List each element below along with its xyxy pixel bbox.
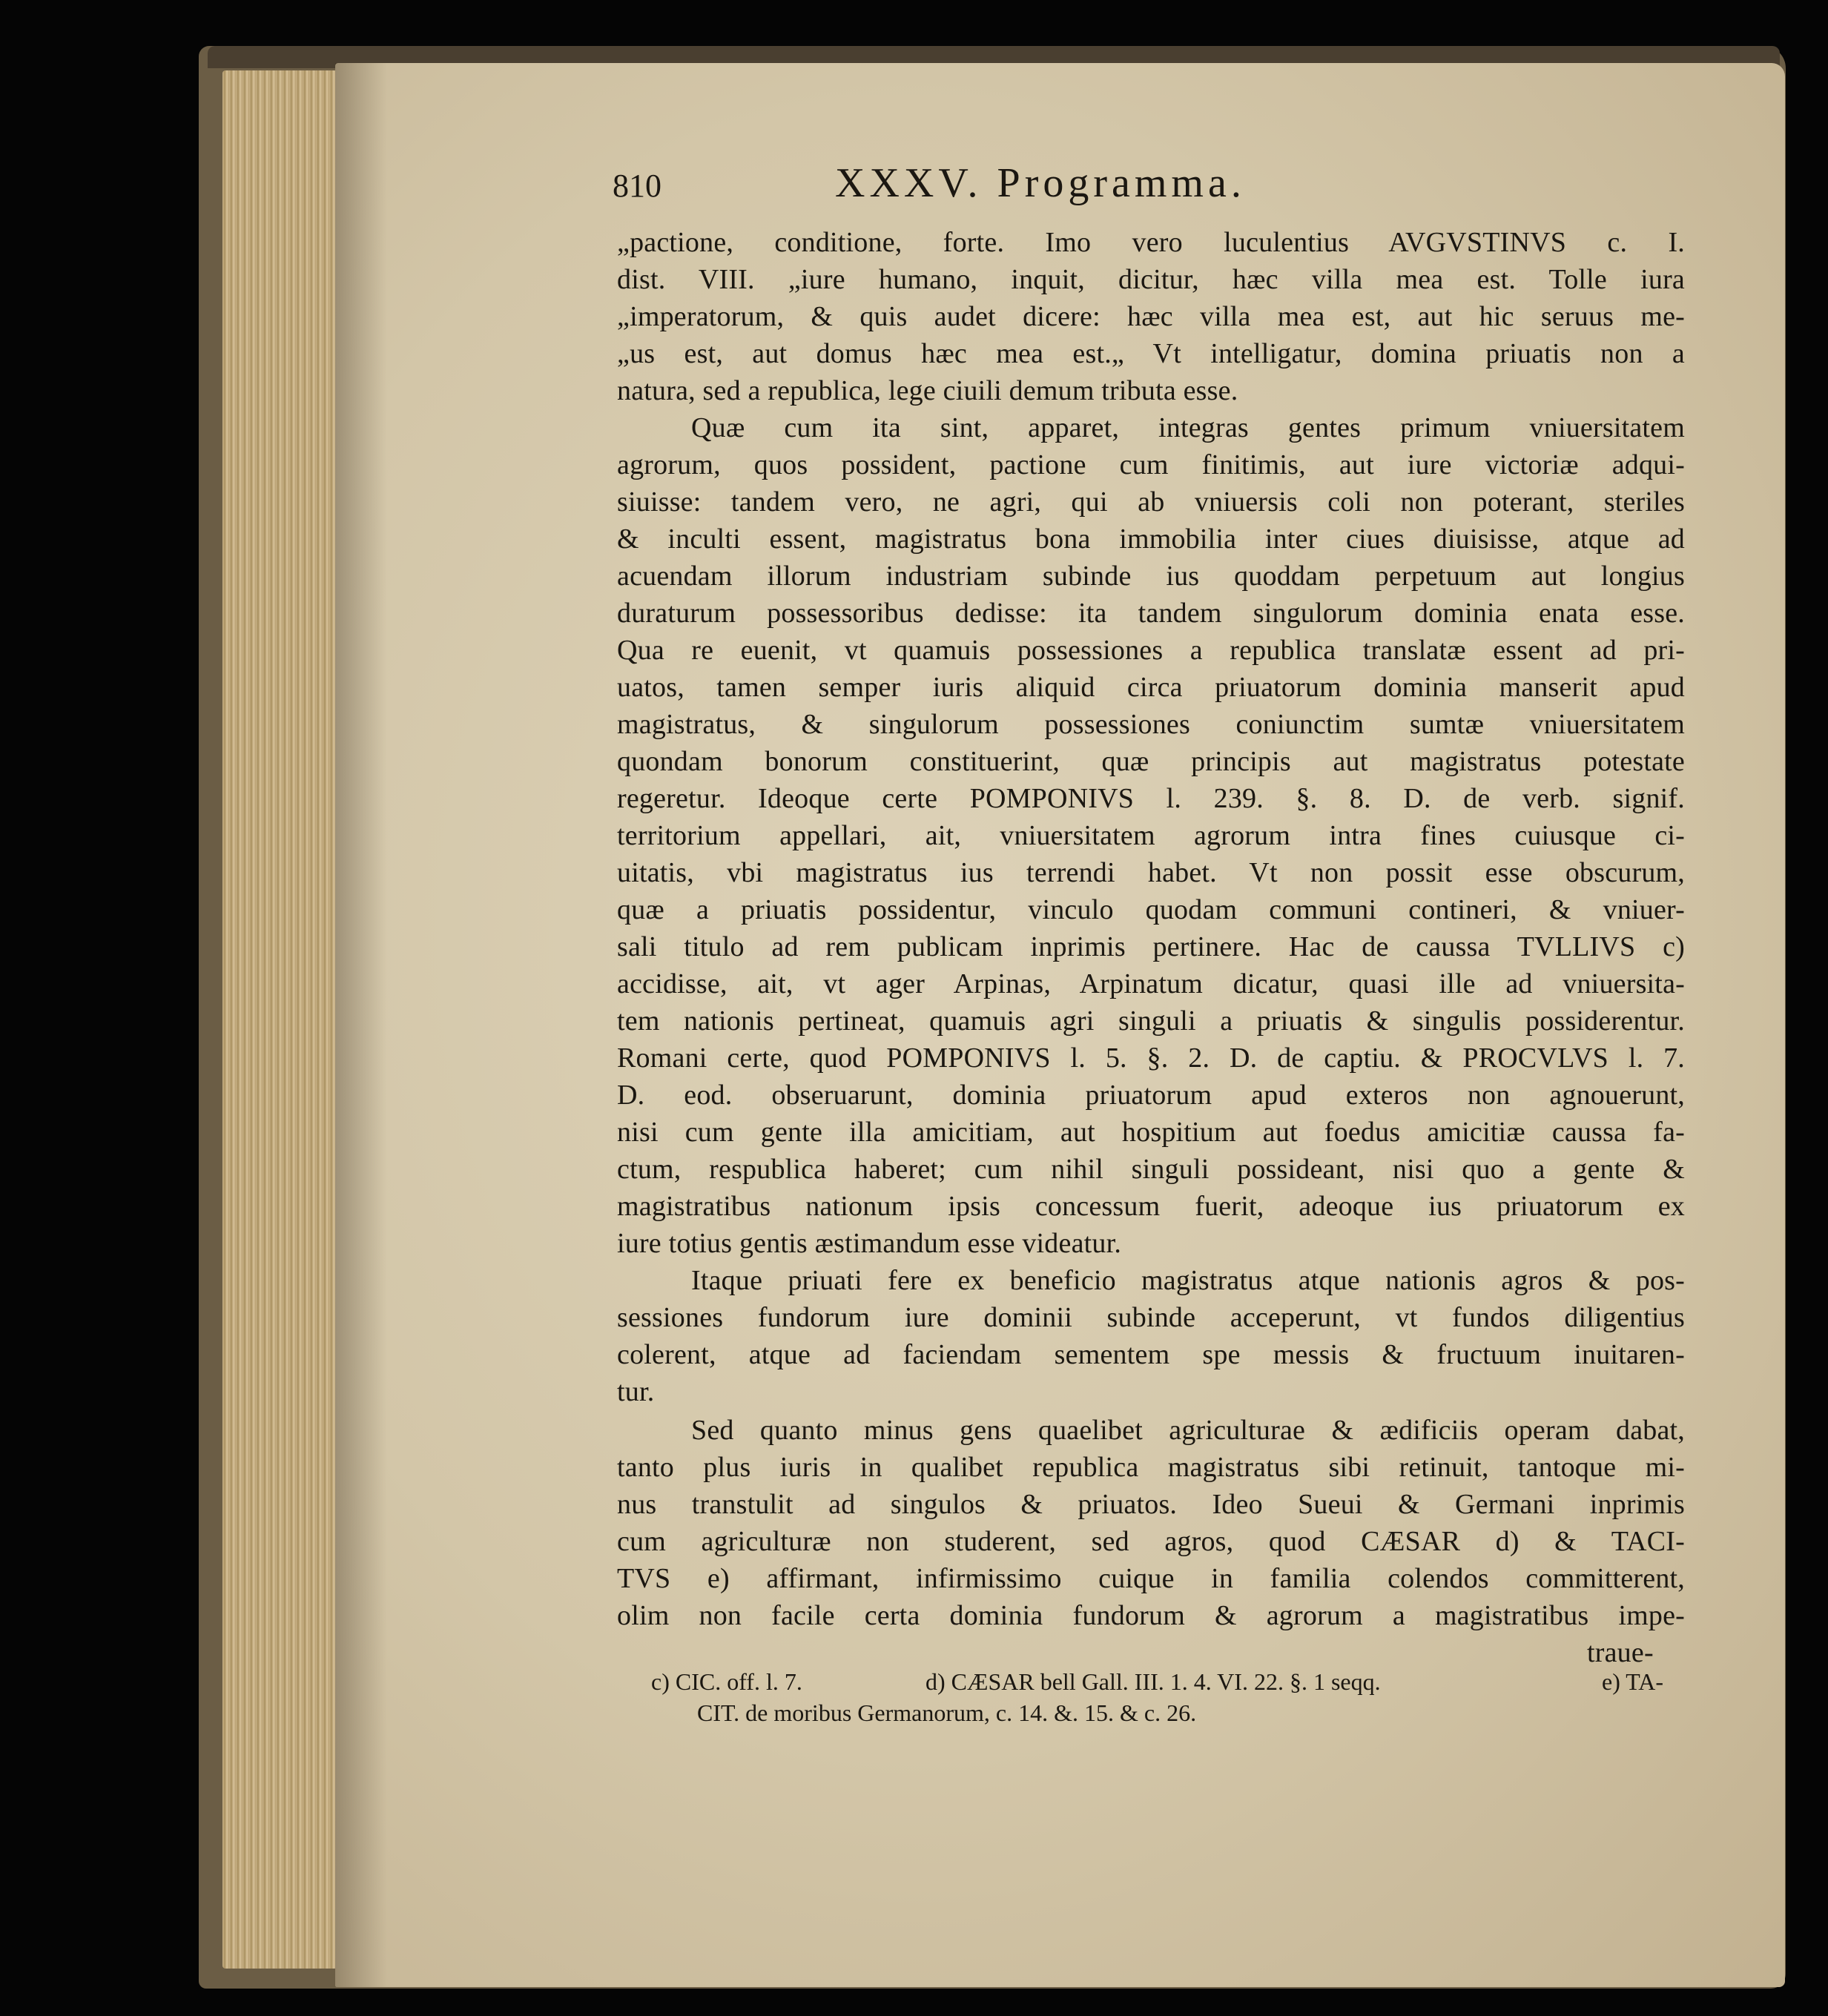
text-line: tur. [617,1376,655,1407]
footnote-c: c) CIC. off. l. 7. [651,1668,802,1695]
text-line: Romani certe, quod POMPONIVS l. 5. §. 2. D. de captiu. & PROCVLVS l. 7. [617,1042,1685,1074]
text-line: Qua re euenit, vt quamuis possessiones a republica translatæ essent ad pri- [617,635,1685,666]
text-line: Quæ cum ita sint, apparet, integras gentes primum vniuersitatem [691,412,1685,443]
page-number: 810 [613,168,661,204]
text-line: D. eod. obseruarunt, dominia priuatorum apud exteros non agnouerunt, [617,1080,1685,1111]
text-line: nisi cum gente illa amicitiam, aut hospitium aut foedus amicitiæ caussa fa- [617,1117,1685,1148]
footnote-e: e) TA- [1602,1668,1664,1695]
text-line: magistratibus nationum ipsis concessum fuerit, adeoque ius priuatorum ex [617,1191,1685,1222]
text-line: magistratus, & singulorum possessiones coniunctim sumtæ vniuersitatem [617,709,1685,740]
text-line: olim non facile certa dominia fundorum & agrorum a magistratibus impe- [617,1600,1685,1631]
page-edges [222,70,337,1969]
text-line: tanto plus iuris in qualibet republica magistratus sibi retinuit, tantoque mi- [617,1452,1685,1483]
text-line: Itaque priuati fere ex beneficio magistratus atque nationis agros & pos- [691,1265,1685,1296]
running-head [613,159,1369,211]
text-line: & inculti essent, magistratus bona immobilia inter ciues diuisisse, atque ad [617,523,1685,555]
text-line: cum agriculturæ non studerent, sed agros, quod CÆSAR d) & TACI- [617,1526,1685,1557]
text-line: „imperatorum, & quis audet dicere: hæc villa mea est, aut hic seruus me- [617,301,1685,332]
text-line: uitatis, vbi magistratus ius terrendi habet. Vt non possit esse obscurum, [617,857,1685,888]
text-line: siuisse: tandem vero, ne agri, qui ab vniuersis coli non poterant, steriles [617,486,1685,518]
text-line: quæ a priuatis possidentur, vinculo quodam communi contineri, & vniuer- [617,894,1685,925]
text-line: quondam bonorum constituerint, quæ principis aut magistratus potestate [617,746,1685,777]
text-line: sali titulo ad rem publicam inprimis pertinere. Hac de caussa TVLLIVS c) [617,931,1685,962]
text-line: uatos, tamen semper iuris aliquid circa priuatorum dominia manserit apud [617,672,1685,703]
text-line: nus transtulit ad singulos & priuatos. Ideo Sueui & Germani inprimis [617,1489,1685,1520]
running-head-title: XXXV. Programma. [835,160,1246,206]
text-line: territorium appellari, ait, vniuersitatem agrorum intra fines cuiusque ci- [617,820,1685,851]
text-line: duraturum possessoribus dedisse: ita tandem singulorum dominia enata esse. [617,598,1685,629]
text-line: regeretur. Ideoque certe POMPONIVS l. 239. §. 8. D. de verb. signif. [617,783,1685,814]
text-line: iure totius gentis æstimandum esse videatur. [617,1228,1122,1259]
footnote-d: d) CÆSAR bell Gall. III. 1. 4. VI. 22. §. 1 seqq. [925,1668,1381,1695]
text-line: dist. VIII. „iure humano, inquit, dicitur, hæc villa mea est. Tolle iura [617,264,1685,295]
text-line: sessiones fundorum iure dominii subinde acceperunt, vt fundos diligentius [617,1302,1685,1333]
text-line: accidisse, ait, vt ager Arpinas, Arpinatum dicatur, quasi ille ad vniuersita- [617,968,1685,999]
catchword: traue- [1587,1637,1654,1668]
text-line: tem nationis pertineat, quamuis agri singuli a priuatis & singulis possiderentur. [617,1005,1685,1037]
text-line: „pactione, conditione, forte. Imo vero luculentius AVGVSTINVS c. I. [617,227,1685,258]
footnote-e-continued: CIT. de moribus Germanorum, c. 14. &. 15. & c. 26. [697,1699,1197,1726]
text-line: „us est, aut domus hæc mea est.„ Vt intelligatur, domina priuatis non a [617,338,1685,369]
text-line: Sed quanto minus gens quaelibet agriculturae & ædificiis operam dabat, [691,1415,1685,1446]
text-line: colerent, atque ad faciendam sementem spe messis & fructuum inuitaren- [617,1339,1685,1370]
text-line: acuendam illorum industriam subinde ius quoddam perpetuum aut longius [617,561,1685,592]
text-line: natura, sed a republica, lege ciuili demum tributa esse. [617,375,1238,406]
text-line: TVS e) affirmant, infirmissimo cuique in familia colendos committerent, [617,1563,1685,1594]
text-line: ctum, respublica haberet; cum nihil singuli possideant, nisi quo a gente & [617,1154,1685,1185]
text-line: agrorum, quos possident, pactione cum finitimis, aut iure victoriæ adqui- [617,449,1685,480]
page-gutter-shadow [335,63,387,1987]
